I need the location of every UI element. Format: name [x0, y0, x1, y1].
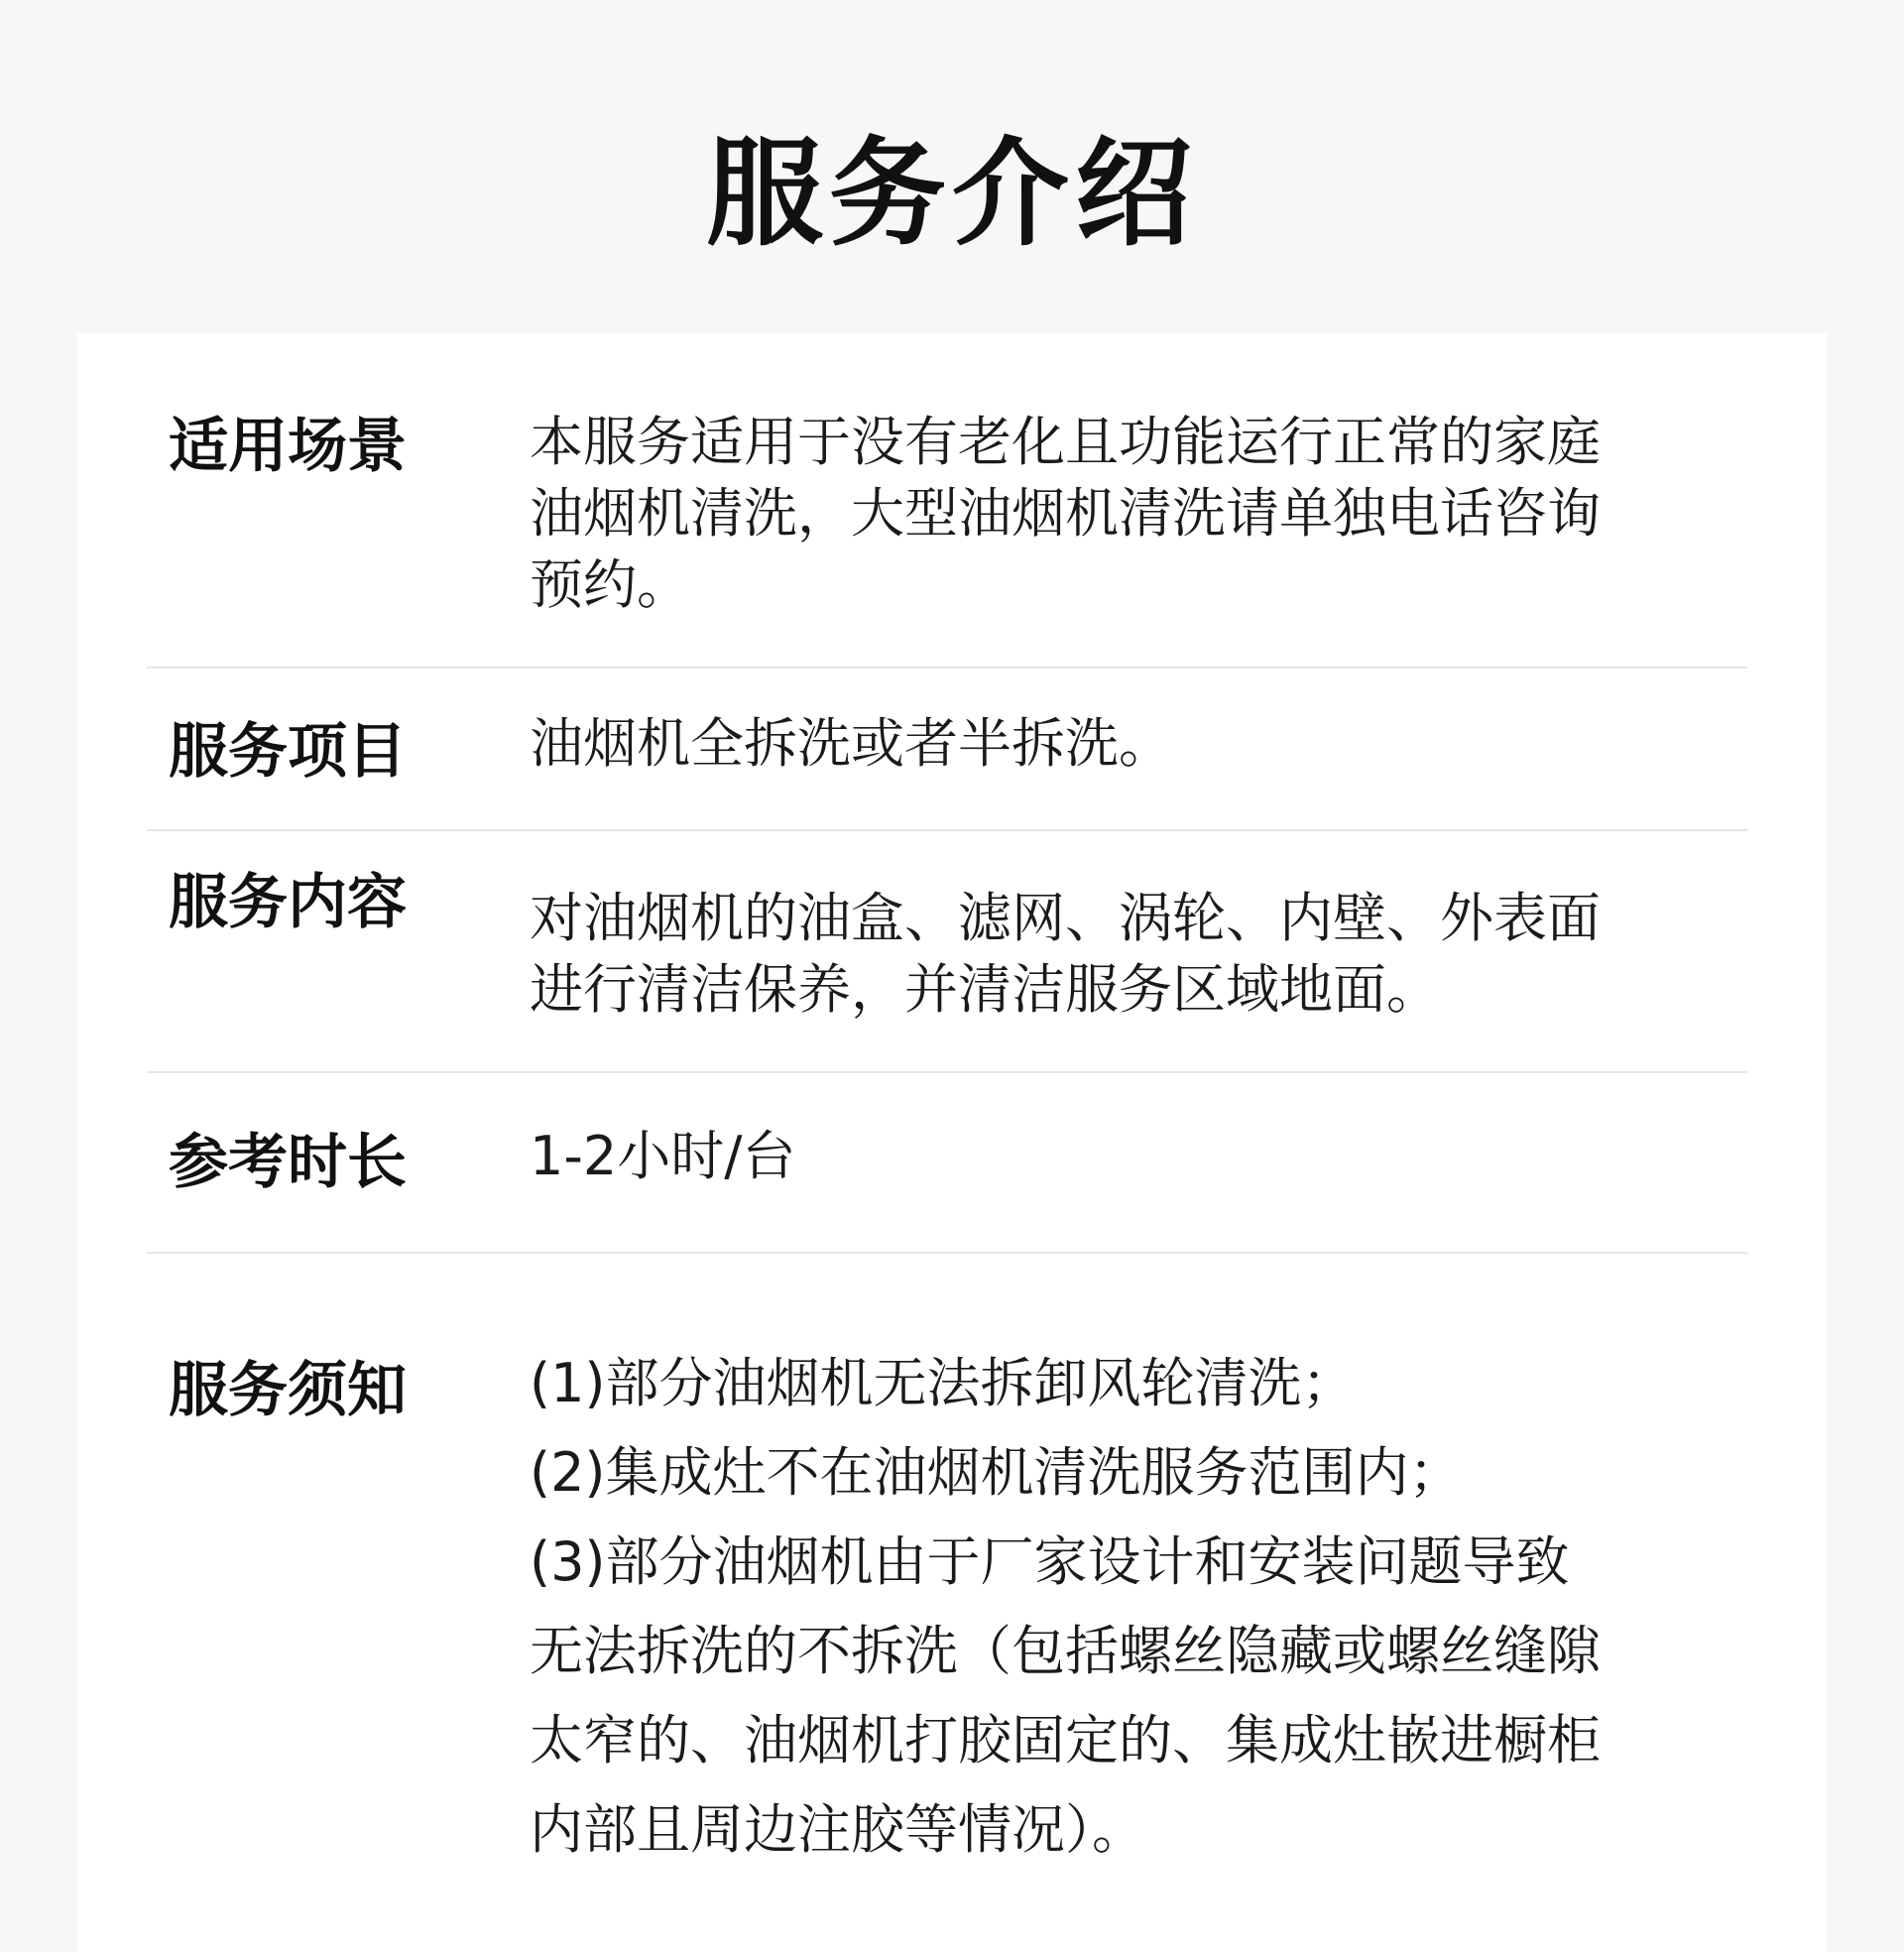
- page-title: 服务介绍: [705, 125, 1198, 262]
- service-notice-value: [530, 1339, 1819, 1875]
- service-content-label: 服务内容: [169, 868, 407, 937]
- notice-line-5: 太窄的、油烟机打胶固定的、集成灶嵌进橱柜: [530, 1709, 1601, 1771]
- applicable-scenario-label: 适用场景: [169, 412, 407, 481]
- service-item-value: 油烟机全拆洗或者半拆洗。: [530, 712, 1172, 775]
- applicable-scenario-line-2: 油烟机清洗，大型油烟机清洗请单独电话咨询: [530, 482, 1601, 545]
- reference-duration-label: 参考时长: [169, 1128, 407, 1197]
- service-info-card: [77, 333, 1827, 1952]
- divider: [147, 829, 1747, 831]
- reference-duration-value: 1-2小时/台: [530, 1125, 796, 1187]
- service-content-line-1: 对油烟机的油盒、滤网、涡轮、内壁、外表面: [530, 887, 1601, 949]
- applicable-scenario-line-1: 本服务适用于没有老化且功能运行正常的家庭: [530, 411, 1601, 473]
- notice-line-2: (2)集成灶不在油烟机清洗服务范围内；: [530, 1441, 1463, 1504]
- service-notice-label: 服务须知: [169, 1356, 407, 1425]
- service-content-line-2: 进行清洁保养，并清洁服务区域地面。: [530, 958, 1440, 1021]
- service-content-value: [530, 883, 1819, 1026]
- notice-line-1: (1)部分油烟机无法拆卸风轮清洗；: [530, 1352, 1356, 1414]
- applicable-scenario-value: [530, 407, 1819, 621]
- service-item-label: 服务项目: [169, 717, 407, 787]
- divider: [147, 667, 1747, 669]
- divider: [147, 1252, 1747, 1254]
- notice-line-6: 内部且周边注胶等情况）。: [530, 1798, 1145, 1861]
- divider: [147, 1071, 1747, 1073]
- notice-line-3: (3)部分油烟机由于厂家设计和安装问题导致: [530, 1530, 1570, 1593]
- notice-line-4: 无法拆洗的不拆洗（包括螺丝隐藏或螺丝缝隙: [530, 1620, 1601, 1682]
- applicable-scenario-line-3: 预约。: [530, 553, 690, 616]
